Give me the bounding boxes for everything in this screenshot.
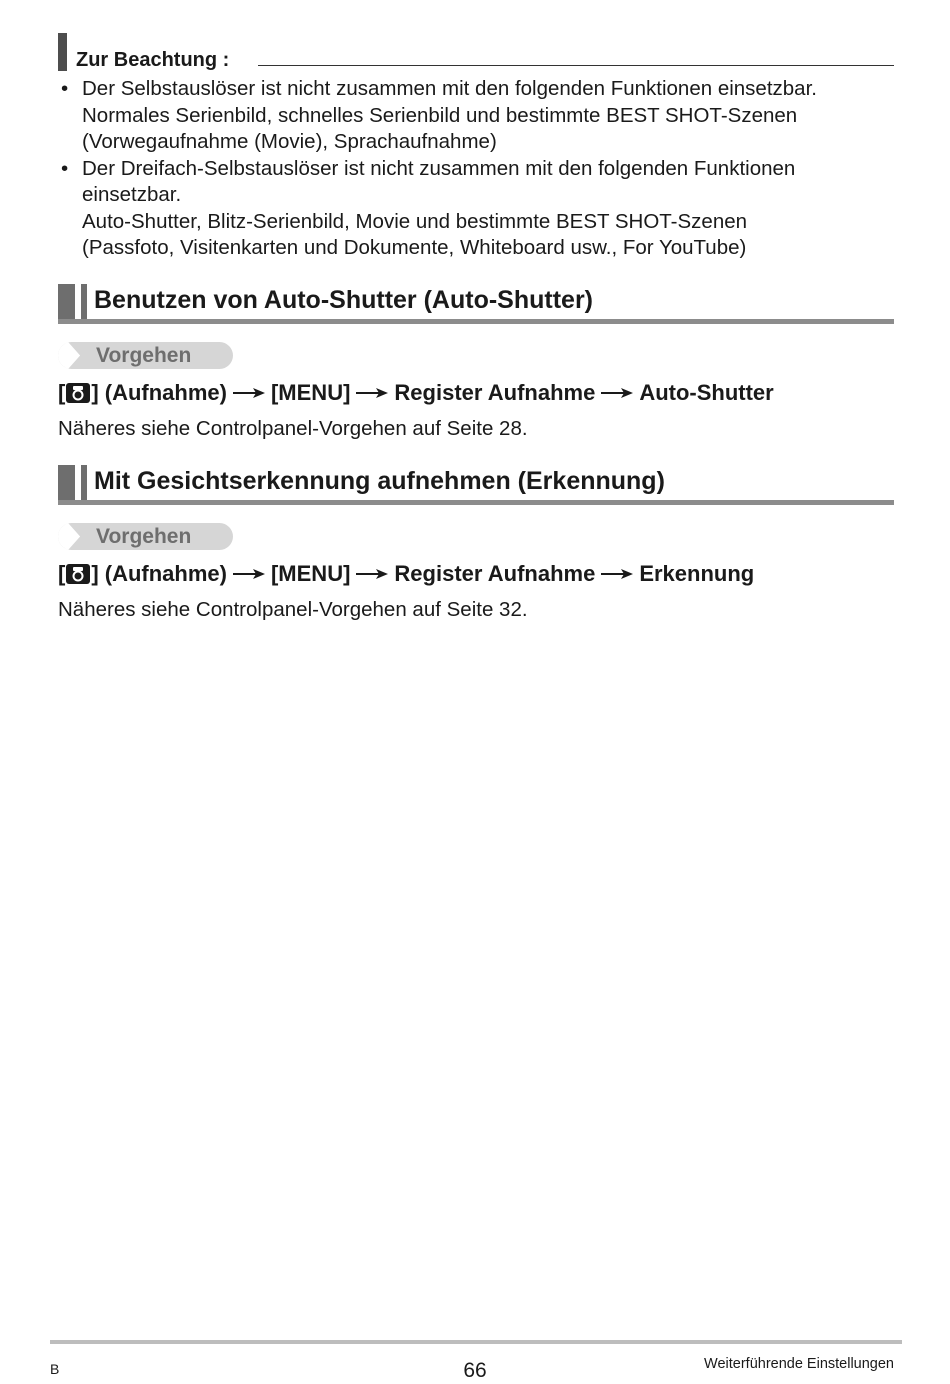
procedure-label-pill (58, 523, 233, 550)
footer-language-code: B (50, 1361, 60, 1377)
section-marker-bar (58, 284, 75, 324)
path-step-tab: Register Aufnahme (394, 561, 596, 586)
section-heading: Mit Gesichtserkennung aufnehmen (Erkennung) (94, 467, 665, 495)
bullet-line: (Vorwegaufnahme (Movie), Sprachaufnahme) (82, 130, 497, 153)
chevron-icon (58, 523, 82, 550)
path-step-capture: ] (Aufnahme) (91, 561, 227, 586)
section-underline (58, 500, 894, 505)
section-heading: Benutzen von Auto-Shutter (Auto-Shutter) (94, 286, 593, 314)
section-marker-bar (58, 465, 75, 505)
menu-path (58, 379, 774, 407)
bullet-dot: • (61, 77, 69, 100)
right-arrow-icon (233, 568, 265, 580)
section-underline (58, 319, 894, 324)
right-arrow-icon (356, 387, 388, 399)
right-arrow-icon (601, 387, 633, 399)
note-bullet-list (58, 76, 903, 262)
bullet-line: Der Selbstauslöser ist nicht zusammen mit den folgenden Funktionen einsetzbar. (82, 77, 817, 100)
right-arrow-icon (233, 387, 265, 399)
page-number: 66 (463, 1359, 487, 1382)
path-step-capture: ] (Aufnahme) (91, 380, 227, 405)
procedure-label-pill (58, 342, 233, 369)
chevron-icon (58, 342, 82, 369)
path-step-tab: Register Aufnahme (394, 380, 596, 405)
page-reference: Näheres siehe Controlpanel-Vorgehen auf Seite 28. (58, 417, 528, 440)
right-arrow-icon (356, 568, 388, 580)
page-reference: Näheres siehe Controlpanel-Vorgehen auf Seite 32. (58, 598, 528, 621)
path-step-setting: Auto-Shutter (639, 380, 774, 405)
note-bullet-item (58, 156, 903, 262)
menu-path (58, 560, 754, 588)
bullet-line: Der Dreifach-Selbstauslöser ist nicht zusammen mit den folgenden Funktionen (82, 156, 796, 180)
procedure-label: Vorgehen (96, 525, 192, 548)
footer-chapter-title: Weiterführende Einstellungen (704, 1356, 894, 1372)
camera-icon (66, 564, 90, 584)
note-marker-bar (58, 33, 67, 71)
camera-icon (66, 383, 90, 403)
bullet-line: Auto-Shutter, Blitz-Serienbild, Movie und bestimmte BEST SHOT-Szenen (82, 209, 748, 233)
note-title-rule (258, 65, 894, 66)
path-open-bracket: [ (58, 561, 66, 586)
right-arrow-icon (601, 568, 633, 580)
footer-rule (50, 1340, 902, 1344)
bullet-line: einsetzbar. (82, 183, 182, 206)
procedure-label: Vorgehen (96, 344, 192, 367)
bullet-line: (Passfoto, Visitenkarten und Dokumente, Whiteboard usw., For YouTube) (82, 236, 747, 259)
note-title: Zur Beachtung : (76, 49, 230, 71)
path-step-menu: [MENU] (270, 561, 351, 586)
bullet-dot: • (61, 156, 69, 180)
section-marker-bar (81, 465, 87, 505)
section-marker-bar (81, 284, 87, 324)
note-bullet-item (58, 76, 903, 156)
bullet-line: Normales Serienbild, schnelles Serienbild und bestimmte BEST SHOT-Szenen (82, 103, 798, 127)
path-step-menu: [MENU] (270, 380, 351, 405)
path-open-bracket: [ (58, 380, 66, 405)
path-step-setting: Erkennung (639, 561, 755, 586)
